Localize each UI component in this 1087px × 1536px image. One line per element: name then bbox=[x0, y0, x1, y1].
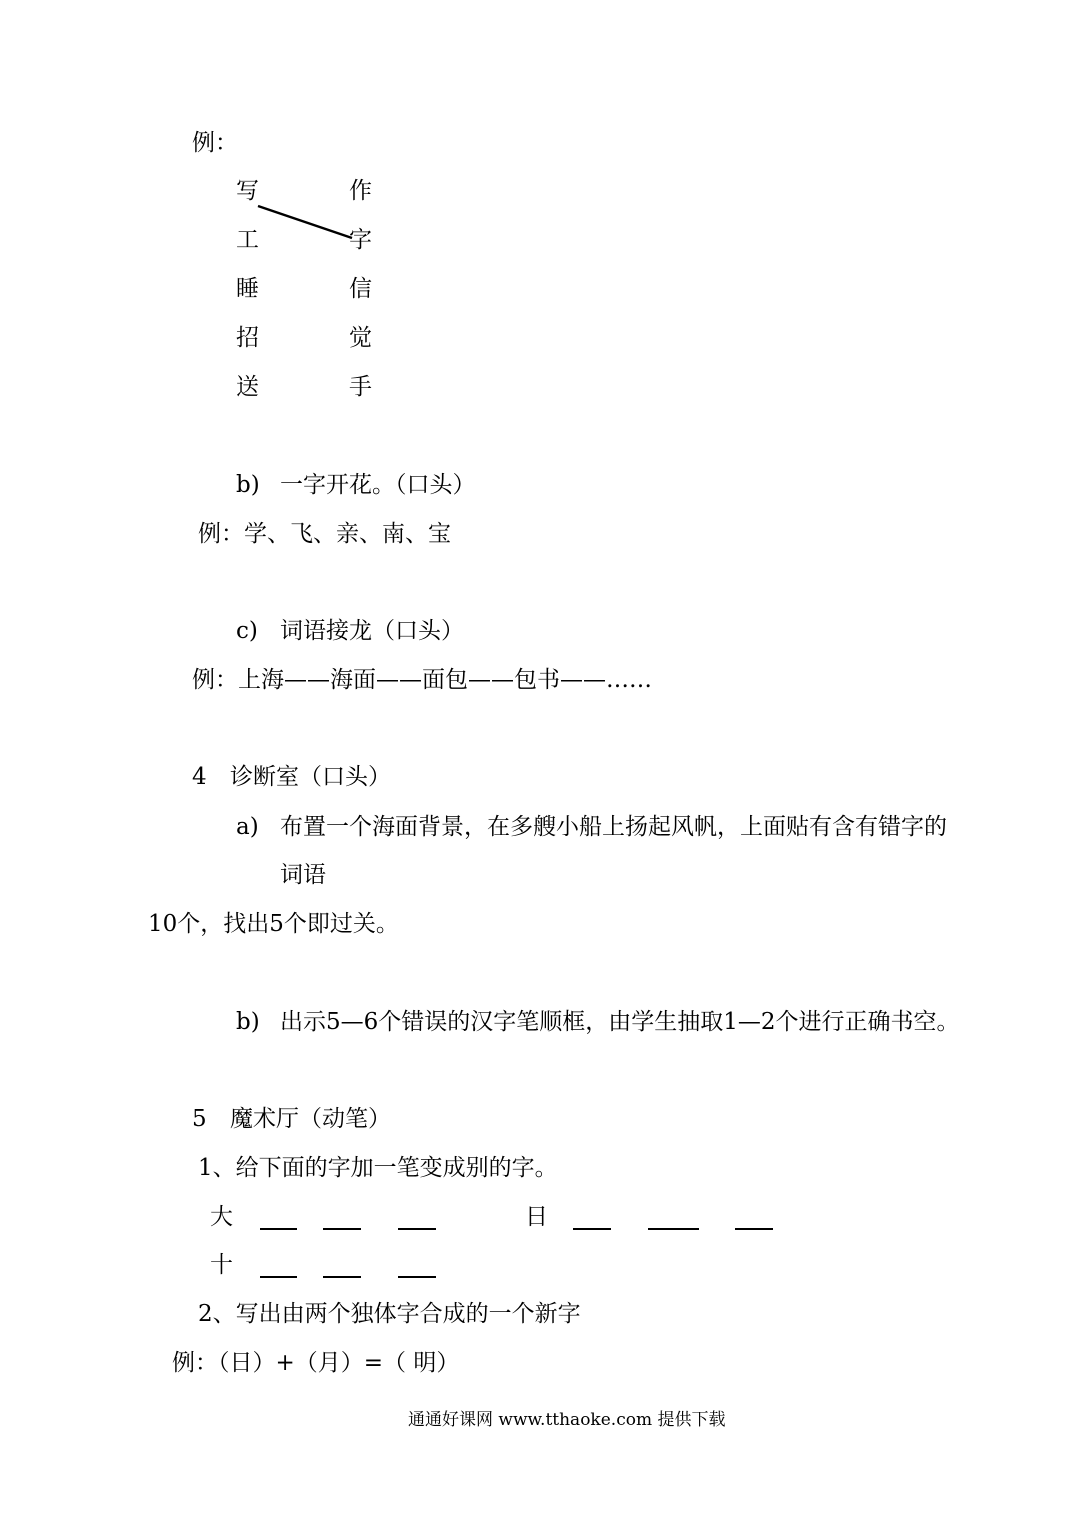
section4-b-text: 出示5—6个错误的汉字笔顺框，由学生抽取1—2个进行正确书空。 bbox=[280, 1009, 960, 1035]
char-ri: 日 bbox=[525, 1204, 548, 1230]
section4-title: 诊断室（口头） bbox=[230, 764, 391, 790]
char-da: 大 bbox=[210, 1204, 233, 1230]
section5-title: 魔术厅（动笔） bbox=[230, 1106, 391, 1132]
section5-example: 例：（日）+（月）=（ 明） bbox=[172, 1350, 460, 1376]
section4-a-line1: 布置一个海面背景，在多艘小船上扬起风帆，上面贴有含有错字的 bbox=[280, 814, 947, 840]
match-right-3: 信 bbox=[349, 276, 372, 302]
match-left-1: 写 bbox=[236, 178, 259, 204]
section5-number: 5 bbox=[192, 1106, 207, 1132]
section5-question1: 1、给下面的字加一笔变成别的字。 bbox=[198, 1155, 558, 1181]
section-b1-marker: b) bbox=[236, 472, 260, 498]
match-right-4: 觉 bbox=[349, 325, 372, 351]
page-footer: 通通好课网 www.tthaoke.com 提供下载 bbox=[408, 1410, 726, 1430]
blank-shi-2[interactable] bbox=[323, 1276, 361, 1278]
section4-a-line3: 10个，找出5个即过关。 bbox=[148, 911, 399, 937]
blank-ri-3[interactable] bbox=[735, 1228, 773, 1230]
match-right-5: 手 bbox=[349, 374, 372, 400]
section-b1-example: 例：学、飞、亲、南、宝 bbox=[198, 521, 451, 547]
example-label: 例： bbox=[192, 130, 238, 156]
match-left-4: 招 bbox=[236, 325, 259, 351]
match-left-3: 睡 bbox=[236, 276, 259, 302]
match-left-2: 工 bbox=[236, 227, 259, 253]
blank-da-2[interactable] bbox=[323, 1228, 361, 1230]
blank-ri-2[interactable] bbox=[648, 1228, 699, 1230]
section4-a-marker: a) bbox=[236, 814, 259, 840]
match-right-1: 作 bbox=[349, 178, 372, 204]
blank-da-3[interactable] bbox=[398, 1228, 436, 1230]
blank-ri-1[interactable] bbox=[573, 1228, 611, 1230]
section4-a-line2: 词语 bbox=[280, 862, 326, 888]
section4-b-marker: b) bbox=[236, 1009, 260, 1035]
section4-number: 4 bbox=[192, 764, 207, 790]
section-b1-title: 一字开花。（口头） bbox=[280, 472, 476, 498]
section5-question2: 2、写出由两个独体字合成的一个新字 bbox=[198, 1301, 581, 1327]
blank-da-1[interactable] bbox=[260, 1228, 297, 1230]
section-c1-marker: c) bbox=[236, 618, 258, 644]
char-shi: 十 bbox=[210, 1252, 233, 1278]
match-left-5: 送 bbox=[236, 374, 259, 400]
section-c1-title: 词语接龙（口头） bbox=[280, 618, 464, 644]
match-right-2: 字 bbox=[349, 227, 372, 253]
blank-shi-3[interactable] bbox=[398, 1276, 436, 1278]
blank-shi-1[interactable] bbox=[260, 1276, 297, 1278]
section-c1-example: 例：上海——海面——面包——包书——…… bbox=[192, 667, 652, 693]
